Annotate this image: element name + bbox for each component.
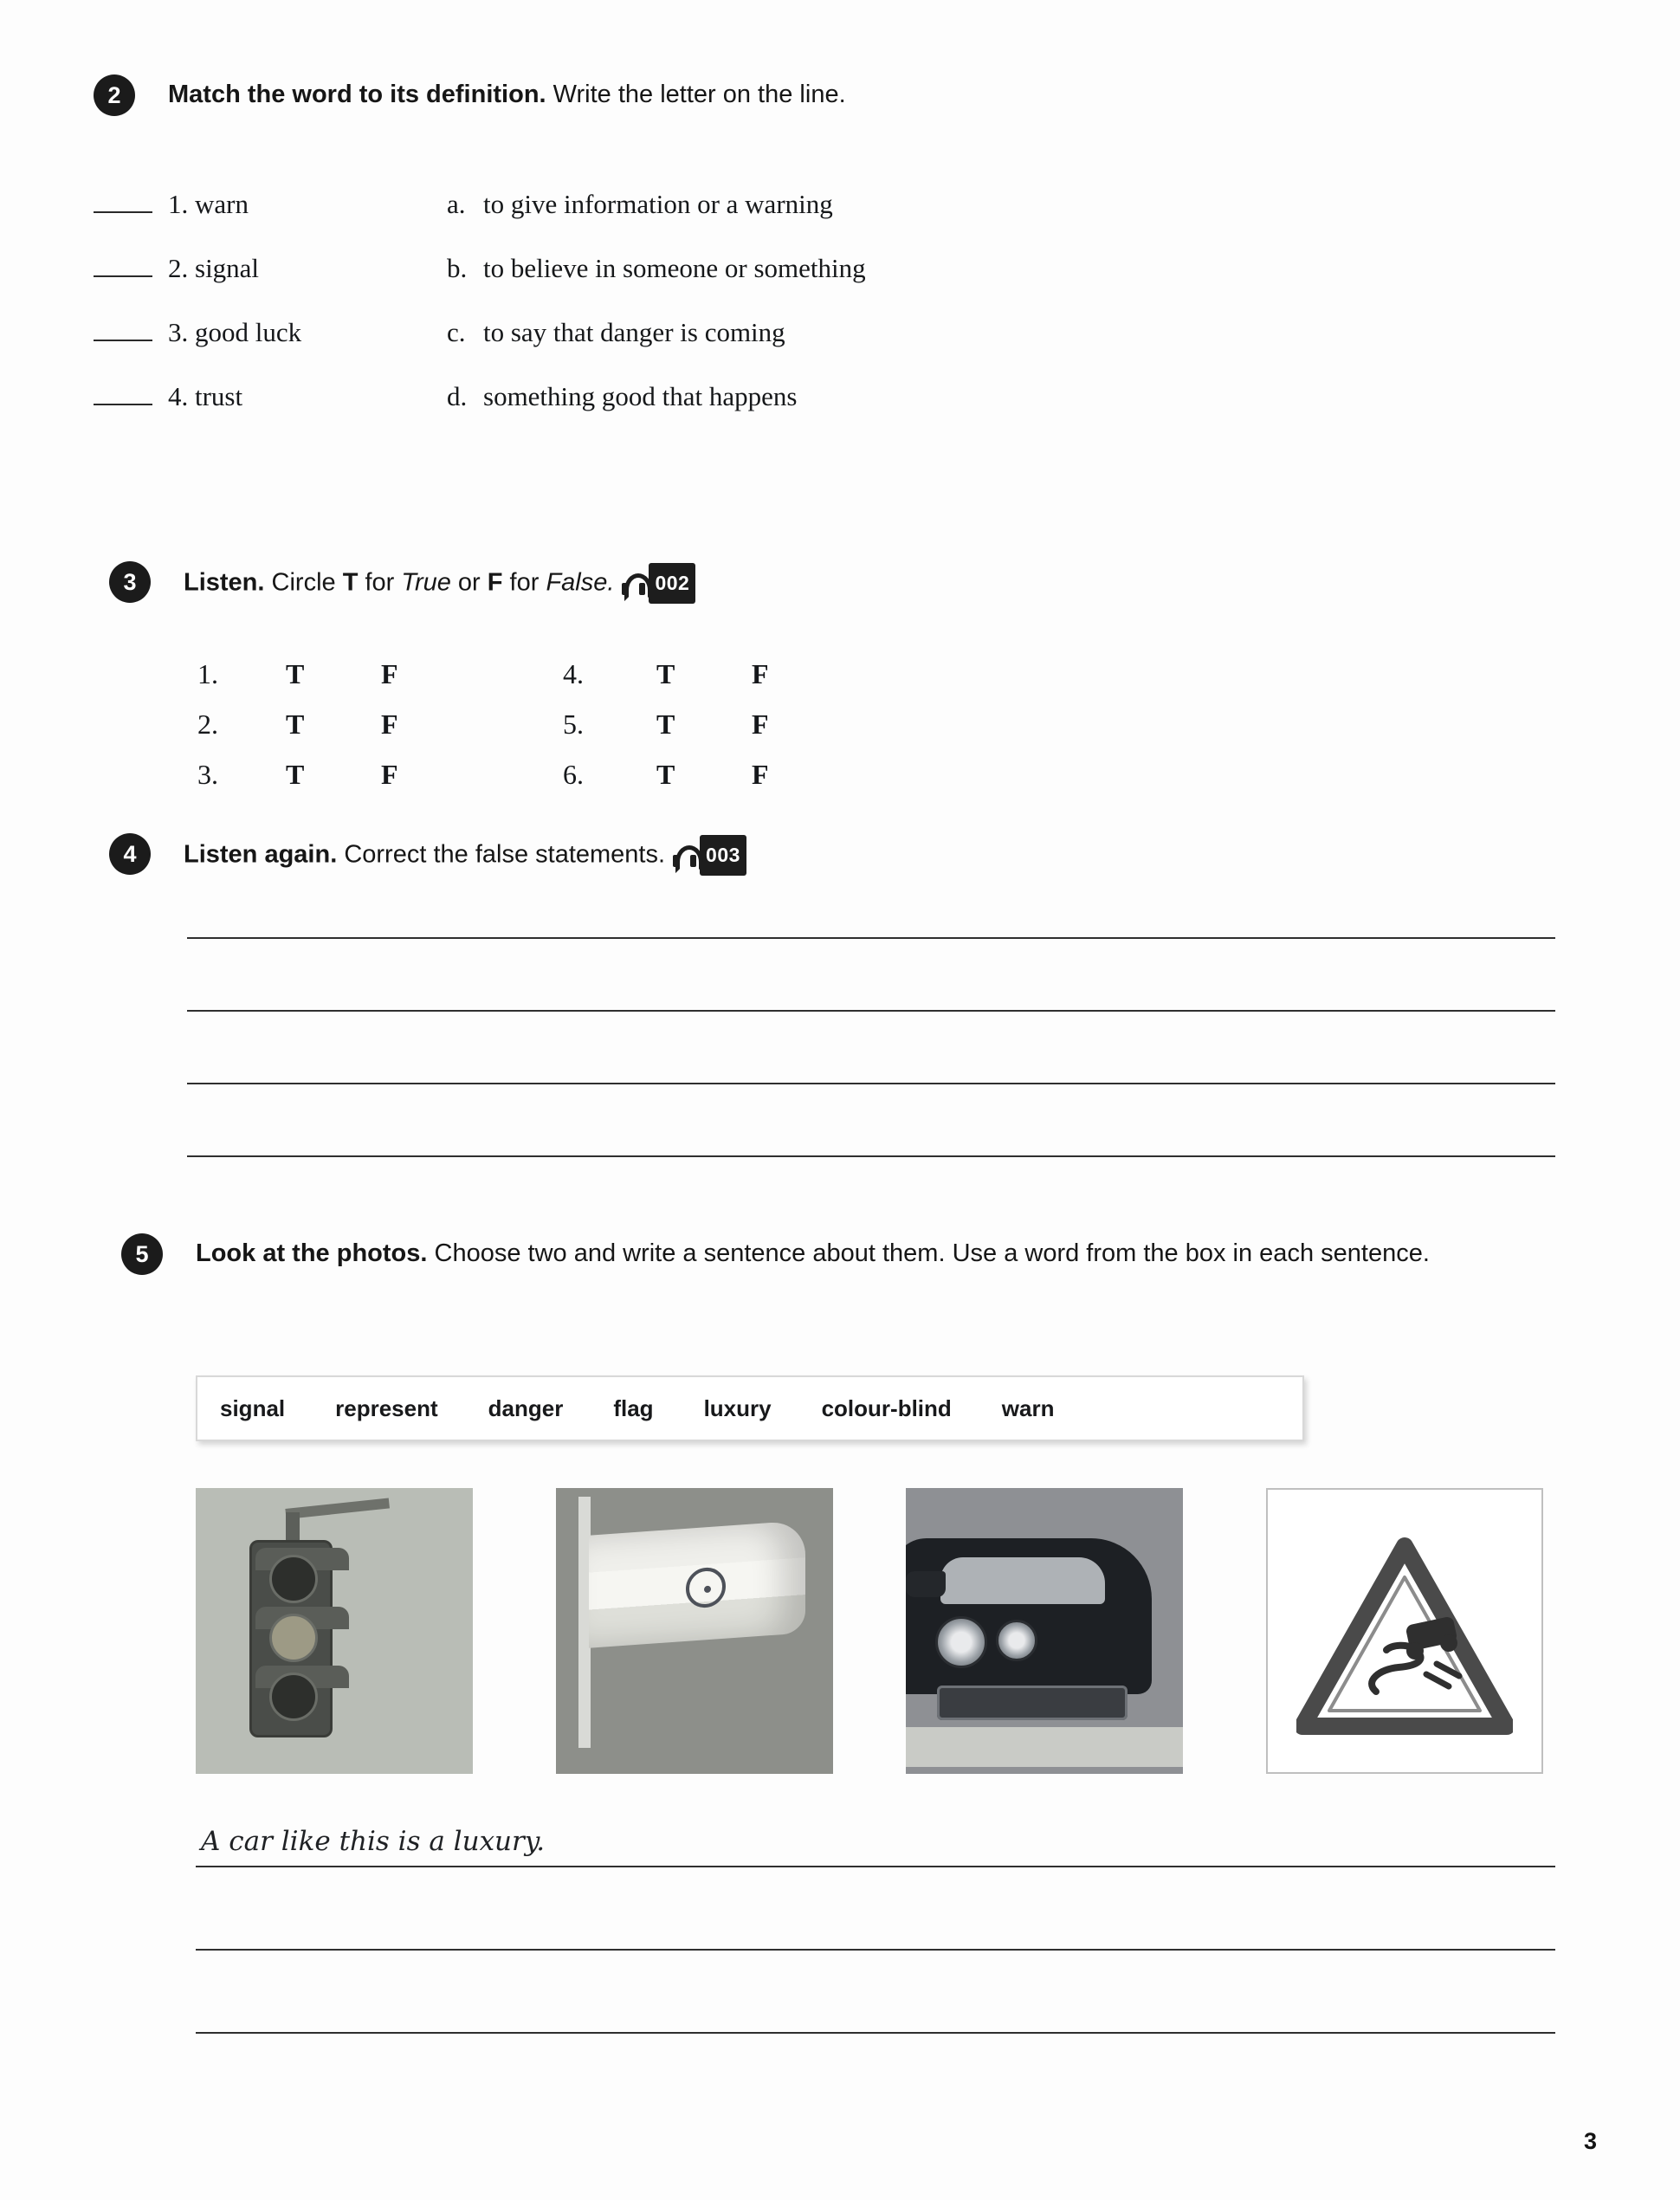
exercise-3-t-label: T bbox=[342, 568, 359, 597]
exercise-5-instruction-bold: Look at the photos. bbox=[196, 1239, 428, 1267]
page-number: 3 bbox=[1583, 2128, 1597, 2154]
exercise-3-instruction-bold: Listen. bbox=[184, 568, 265, 597]
tf-row-1-true[interactable]: T bbox=[286, 658, 305, 689]
car-grille bbox=[937, 1686, 1128, 1720]
definition-d-text: something good that happens bbox=[483, 381, 798, 411]
match-item-1-word: warn bbox=[195, 189, 249, 219]
match-item-2-num: 2. bbox=[168, 253, 189, 283]
traffic-light-body bbox=[249, 1540, 333, 1737]
car-wing-mirror bbox=[906, 1571, 946, 1597]
exercise-4-instruction bbox=[184, 835, 1673, 876]
indian-flag-photo bbox=[556, 1488, 833, 1774]
traffic-light-lamp-red bbox=[269, 1555, 318, 1603]
definition-c-text: to say that danger is coming bbox=[483, 317, 785, 347]
tf-row-5-number: 5. bbox=[563, 709, 584, 740]
tf-row-3-false[interactable]: F bbox=[381, 759, 398, 790]
exercise-5-instruction-rest: Choose two and write a sentence about them. Use a word from the box in each sentence. bbox=[434, 1239, 1430, 1267]
match-item-2-word: signal bbox=[195, 253, 260, 283]
tf-row-3-true[interactable]: T bbox=[286, 759, 305, 790]
word-bank-item-luxury[interactable]: luxury bbox=[703, 1394, 772, 1421]
exercise-4-number: 4 bbox=[109, 833, 151, 875]
match-item-2 bbox=[94, 253, 259, 284]
tf-row-2-number: 2. bbox=[197, 709, 218, 740]
definition-c bbox=[447, 317, 785, 348]
tf-row-4-true[interactable]: T bbox=[656, 658, 675, 689]
answer-blank-4[interactable] bbox=[94, 383, 152, 405]
exercise-2-instruction-bold: Match the word to its definition. bbox=[168, 81, 546, 108]
definition-d bbox=[447, 381, 797, 412]
exercise-5-answer-line-3[interactable] bbox=[196, 2032, 1555, 2034]
word-bank-item-warn[interactable]: warn bbox=[1001, 1394, 1055, 1421]
word-bank-item-flag[interactable]: flag bbox=[613, 1394, 654, 1421]
audio-track-number-002: 002 bbox=[649, 563, 695, 604]
luxury-car-photo bbox=[906, 1488, 1183, 1774]
audio-track-number-003: 003 bbox=[700, 835, 746, 876]
definition-d-letter: d. bbox=[447, 381, 468, 411]
exercise-3-instruction bbox=[184, 563, 1673, 604]
exercise-3-instruction-part2: for bbox=[358, 568, 402, 597]
tf-row-1-number: 1. bbox=[197, 658, 218, 689]
tf-row-2-false[interactable]: F bbox=[381, 709, 398, 740]
exercise-5-answer-text-1[interactable]: A car like this is a luxury. bbox=[201, 1826, 546, 1857]
exercise-5-instruction bbox=[196, 1235, 1633, 1271]
word-bank-item-colour-blind[interactable]: colour-blind bbox=[821, 1394, 952, 1421]
slippery-road-warning-triangle-icon bbox=[1296, 1537, 1513, 1737]
traffic-light-arm bbox=[285, 1498, 390, 1518]
car-headlight-outer bbox=[935, 1616, 987, 1668]
definition-b-letter: b. bbox=[447, 253, 468, 283]
tf-row-1-false[interactable]: F bbox=[381, 658, 398, 689]
exercise-4-instruction-bold: Listen again. bbox=[184, 840, 338, 869]
headphones-icon bbox=[672, 844, 698, 868]
match-item-4-num: 4. bbox=[168, 381, 189, 411]
headphones-icon bbox=[621, 572, 647, 596]
slippery-road-sign-photo bbox=[1266, 1488, 1543, 1774]
exercise-5-answer-line-1[interactable] bbox=[196, 1866, 1555, 1867]
tf-row-2-true[interactable]: T bbox=[286, 709, 305, 740]
answer-blank-1[interactable] bbox=[94, 191, 152, 213]
traffic-light-lamp-amber bbox=[269, 1614, 318, 1662]
word-bank-item-danger[interactable]: danger bbox=[488, 1394, 564, 1421]
tf-row-3-number: 3. bbox=[197, 759, 218, 790]
tf-row-5-true[interactable]: T bbox=[656, 709, 675, 740]
definition-b bbox=[447, 253, 866, 284]
exercise-4-answer-line-1[interactable] bbox=[187, 937, 1555, 939]
tf-row-5-false[interactable]: F bbox=[752, 709, 769, 740]
exercise-2-number: 2 bbox=[94, 74, 135, 116]
exercise-3-true-label: True bbox=[401, 568, 451, 597]
audio-chip-003[interactable] bbox=[672, 835, 746, 876]
word-bank bbox=[196, 1375, 1304, 1441]
match-item-4-word: trust bbox=[195, 381, 243, 411]
car-headlight-inner bbox=[996, 1620, 1037, 1661]
traffic-light-lamp-green bbox=[269, 1673, 318, 1721]
tf-row-4-number: 4. bbox=[563, 658, 584, 689]
match-item-3-word: good luck bbox=[195, 317, 302, 347]
exercise-2-instruction bbox=[168, 76, 1657, 113]
match-item-1-num: 1. bbox=[168, 189, 189, 219]
exercise-5-answer-line-2[interactable] bbox=[196, 1949, 1555, 1951]
car-body bbox=[906, 1538, 1152, 1694]
exercise-5-number: 5 bbox=[121, 1233, 163, 1275]
tf-row-4-false[interactable]: F bbox=[752, 658, 769, 689]
word-bank-item-represent[interactable]: represent bbox=[335, 1394, 438, 1421]
exercise-4-answer-line-2[interactable] bbox=[187, 1010, 1555, 1012]
audio-chip-002[interactable] bbox=[621, 563, 695, 604]
definition-a-text: to give information or a warning bbox=[483, 189, 833, 219]
exercise-4-instruction-rest: Correct the false statements. bbox=[344, 840, 666, 869]
exercise-4-answer-line-4[interactable] bbox=[187, 1155, 1555, 1157]
match-item-3-num: 3. bbox=[168, 317, 189, 347]
car-windscreen bbox=[940, 1557, 1105, 1604]
exercise-2-instruction-rest: Write the letter on the line. bbox=[552, 81, 846, 108]
exercise-3-instruction-part1: Circle bbox=[271, 568, 343, 597]
exercise-3-f-label: F bbox=[487, 568, 503, 597]
answer-blank-3[interactable] bbox=[94, 319, 152, 341]
tf-row-6-number: 6. bbox=[563, 759, 584, 790]
definition-b-text: to believe in someone or something bbox=[483, 253, 866, 283]
exercise-3-false-label: False. bbox=[546, 568, 615, 597]
exercise-4-answer-line-3[interactable] bbox=[187, 1083, 1555, 1084]
match-item-4 bbox=[94, 381, 242, 412]
answer-blank-2[interactable] bbox=[94, 255, 152, 277]
exercise-3-number: 3 bbox=[109, 561, 151, 603]
tf-row-6-false[interactable]: F bbox=[752, 759, 769, 790]
traffic-light-photo bbox=[196, 1488, 473, 1774]
match-item-3 bbox=[94, 317, 301, 348]
car-ground bbox=[906, 1727, 1183, 1767]
exercise-3-instruction-part3: or bbox=[450, 568, 488, 597]
word-bank-item-signal[interactable]: signal bbox=[220, 1394, 286, 1421]
definition-a-letter: a. bbox=[447, 189, 466, 219]
match-item-1 bbox=[94, 189, 249, 220]
tf-row-6-true[interactable]: T bbox=[656, 759, 675, 790]
definition-c-letter: c. bbox=[447, 317, 466, 347]
definition-a bbox=[447, 189, 833, 220]
exercise-3-instruction-part4: for bbox=[502, 568, 546, 597]
